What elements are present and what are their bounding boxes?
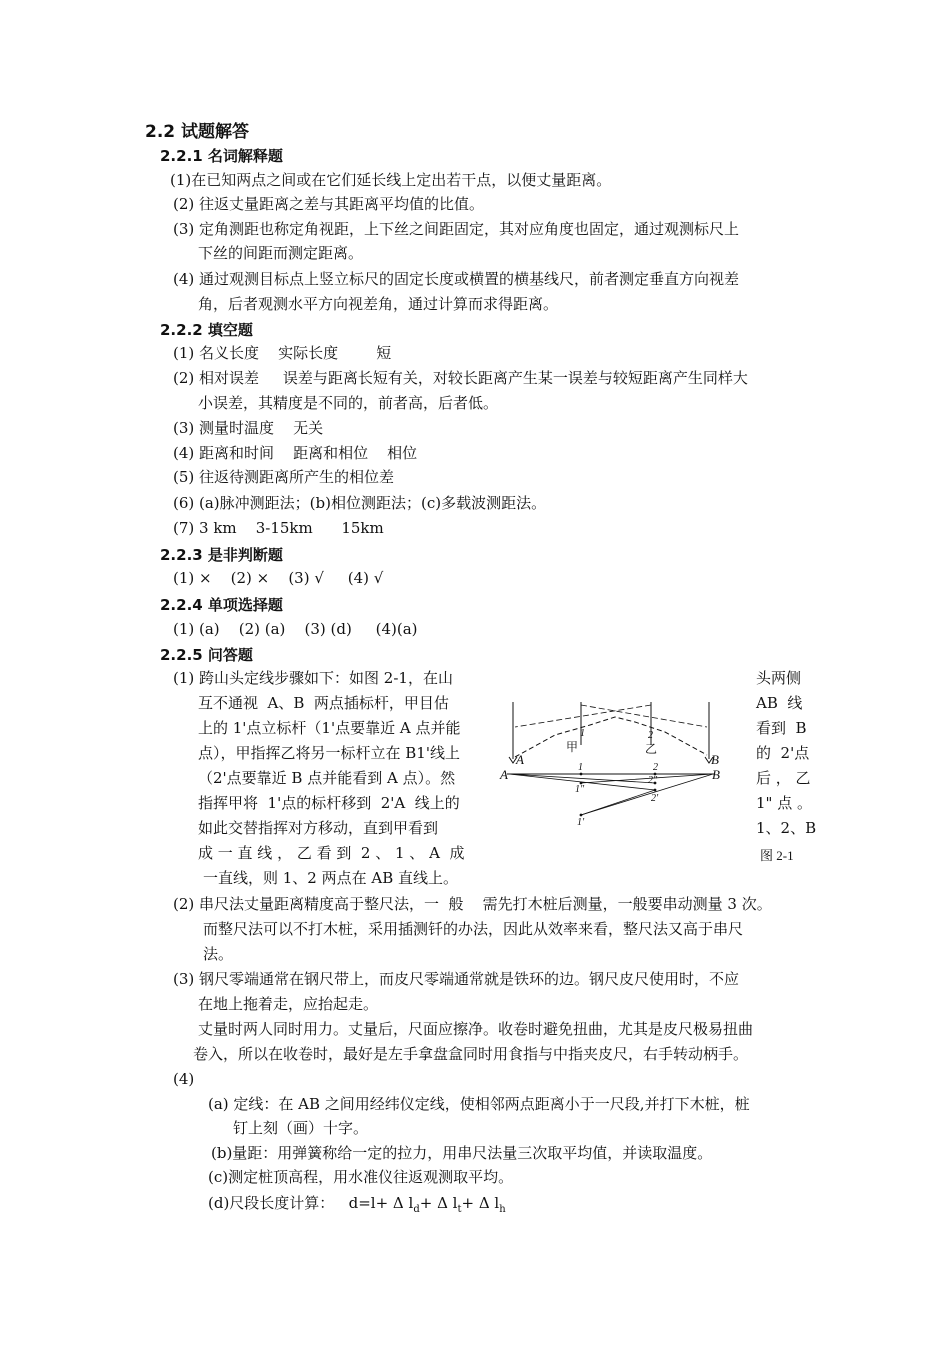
heading-terms: 2.2.1 名词解释题 bbox=[160, 147, 283, 165]
qa1-right-3: 看到 B bbox=[756, 719, 807, 737]
fig-label-1: 1 bbox=[578, 762, 583, 773]
heading-choice: 2.2.4 单项选择题 bbox=[160, 596, 283, 614]
qa2-line-1: (2) 串尺法丈量距离精度高于整尺法，一 般 需先打木桩后测量，一般要串动测量 3 次。 bbox=[173, 895, 772, 913]
fill-line-7: (6) (a)脉冲测距法；(b)相位测距法；(c)多载波测距法。 bbox=[173, 494, 547, 512]
fig-label-b: B bbox=[712, 767, 720, 782]
qa3-line-1: (3) 钢尺零端通常在钢尺带上，而皮尺零端通常就是铁环的边。钢尺皮尺使用时，不应 bbox=[173, 970, 740, 988]
sight-line-1 bbox=[581, 705, 707, 727]
qa1-left-2: 互不通视 A、B 两点插标杆，甲目估 bbox=[198, 694, 449, 712]
qa4-line-a1: (a) 定线：在 AB 之间用经纬仪定线，使相邻两点距离小于一尺段,并打下木桩，桩 bbox=[208, 1095, 750, 1113]
fig-label-jia: 甲 bbox=[566, 740, 579, 754]
fig-label-1p: 1' bbox=[577, 817, 585, 828]
fill-line-4: (3) 测量时温度 无关 bbox=[173, 419, 324, 437]
fig-label-2-top: 2 bbox=[648, 730, 653, 741]
choice-answers: (1) (a) (2) (a) (3) (d) (4)(a) bbox=[173, 620, 418, 638]
mountain-ridge bbox=[515, 717, 707, 757]
fill-line-8: (7) 3 km 3-15km 15km bbox=[173, 519, 384, 537]
figure-caption: 图 2-1 bbox=[760, 848, 794, 863]
heading-fill-in: 2.2.2 填空题 bbox=[160, 321, 253, 339]
qa4-formula bbox=[208, 1192, 506, 1215]
terms-line-5: (4) 通过观测目标点上竖立标尺的固定长度或横置的横基线尺，前者测定垂直方向视差 bbox=[173, 270, 740, 288]
qa1-left-3: 上的 1'点立标杆（1'点要靠近 A 点并能 bbox=[198, 719, 461, 737]
point-1p bbox=[580, 814, 583, 817]
fig-label-1-top: 1 bbox=[580, 728, 585, 739]
qa1-left-6: 指挥甲将 1'点的标杆移到 2'A 线上的 bbox=[198, 794, 460, 812]
qa1-right-1: 头两侧 bbox=[756, 669, 802, 687]
terms-line-3: (3) 定角测距也称定角视距，上下丝之间距固定，其对应角度也固定，通过观测标尺上 bbox=[173, 220, 740, 238]
fill-line-2: (2) 相对误差 误差与距离长短有关，对较长距离产生某一误差与较短距离产生同样大 bbox=[173, 369, 748, 387]
fig-label-2pp: 2" bbox=[648, 775, 658, 786]
heading-true-false: 2.2.3 是非判断题 bbox=[160, 546, 283, 564]
formula-mid-1: + Δ l bbox=[419, 1194, 458, 1212]
qa3-line-4: 卷入，所以在收卷时，最好是左手拿盘盒同时用食指与中指夹皮尺，右手转动柄手。 bbox=[193, 1045, 749, 1063]
qa3-line-3: 丈量时两人同时用力。丈量后，尺面应擦净。收卷时避免扭曲，尤其是皮尺极易扭曲 bbox=[198, 1020, 754, 1038]
fig-label-a-top: A bbox=[516, 752, 524, 767]
formula-sub-t: t bbox=[457, 1204, 462, 1215]
terms-line-6: 角，后者观测水平方向视差角，通过计算而求得距离。 bbox=[198, 295, 559, 313]
qa1-right-7: 1、2、B bbox=[756, 819, 817, 837]
fig-label-b-top: B bbox=[711, 752, 719, 767]
qa4-line-b: (b)量距：用弹簧称给一定的拉力，用串尺法量三次取平均值，并读取温度。 bbox=[211, 1144, 713, 1162]
fig-label-1pp: 1" bbox=[575, 784, 585, 795]
qa1-right-4: 的 2'点 bbox=[756, 744, 810, 762]
qa3-line-2: 在地上拖着走，应抬起走。 bbox=[198, 995, 379, 1013]
point-2p bbox=[654, 789, 657, 792]
qa1-right-2: AB 线 bbox=[756, 694, 803, 712]
qa4-label: (4) bbox=[173, 1070, 195, 1088]
heading-qa: 2.2.5 问答题 bbox=[160, 646, 253, 664]
fill-line-1: (1) 名义长度 实际长度 短 bbox=[173, 344, 392, 362]
formula-prefix: (d)尺段长度计算： d=l+ Δ l bbox=[208, 1194, 414, 1212]
line-b-1p bbox=[581, 774, 713, 815]
fig-label-2p: 2' bbox=[651, 793, 659, 804]
qa1-left-1: (1) 跨山头定线步骤如下：如图 2-1，在山 bbox=[173, 669, 453, 687]
qa1-right-6: 1" 点 。 bbox=[756, 794, 812, 812]
qa1-left-7: 如此交替指挥对方移动，直到甲看到 bbox=[198, 819, 439, 837]
terms-line-2: (2) 往返丈量距离之差与其距离平均值的比值。 bbox=[173, 195, 485, 213]
qa1-right-5: 后 ， 乙 bbox=[756, 769, 811, 787]
qa1-left-9: 一直线，则 1、2 两点在 AB 直线上。 bbox=[203, 869, 459, 887]
fill-line-5: (4) 距离和时间 距离和相位 相位 bbox=[173, 444, 418, 462]
point-1 bbox=[580, 773, 583, 776]
section-title: 2.2 试题解答 bbox=[145, 122, 250, 142]
figure-2-1-diagram bbox=[495, 687, 735, 837]
fig-label-2: 2 bbox=[653, 762, 658, 773]
qa2-line-3: 法。 bbox=[203, 945, 234, 963]
qa2-line-2: 而整尺法可以不打木桩，采用插测钎的办法，因此从效率来看，整尺法又高于串尺 bbox=[203, 920, 744, 938]
formula-sub-d: d bbox=[413, 1204, 420, 1215]
fill-line-3: 小误差，其精度是不同的，前者高，后者低。 bbox=[198, 394, 499, 412]
formula-sub-h: h bbox=[499, 1204, 506, 1215]
true-false-answers: (1) × (2) × (3) √ (4) √ bbox=[173, 569, 384, 587]
qa1-left-5: （2'点要靠近 B 点并能看到 A 点）。然 bbox=[198, 769, 456, 787]
fig-label-yi: 乙 bbox=[645, 742, 658, 756]
qa4-line-c: (c)测定桩顶高程，用水准仪往返观测取平均。 bbox=[208, 1168, 514, 1186]
sight-line-2 bbox=[515, 705, 651, 727]
line-b-1pp bbox=[581, 774, 713, 783]
qa1-left-4: 点），甲指挥乙将另一标杆立在 B1'线上 bbox=[198, 744, 460, 762]
fig-label-a: A bbox=[500, 767, 508, 782]
qa4-line-a2: 钉上刻（画）十字。 bbox=[233, 1119, 369, 1137]
qa1-left-8: 成 一 直 线 ， 乙 看 到 2 、 1 、 A 成 bbox=[198, 844, 465, 862]
formula-mid-2: + Δ l bbox=[461, 1194, 500, 1212]
fill-line-6: (5) 往返待测距离所产生的相位差 bbox=[173, 468, 395, 486]
terms-line-4: 下丝的间距而测定距离。 bbox=[198, 244, 364, 262]
terms-line-1: (1)在已知两点之间或在它们延长线上定出若干点，以便丈量距离。 bbox=[170, 171, 612, 189]
